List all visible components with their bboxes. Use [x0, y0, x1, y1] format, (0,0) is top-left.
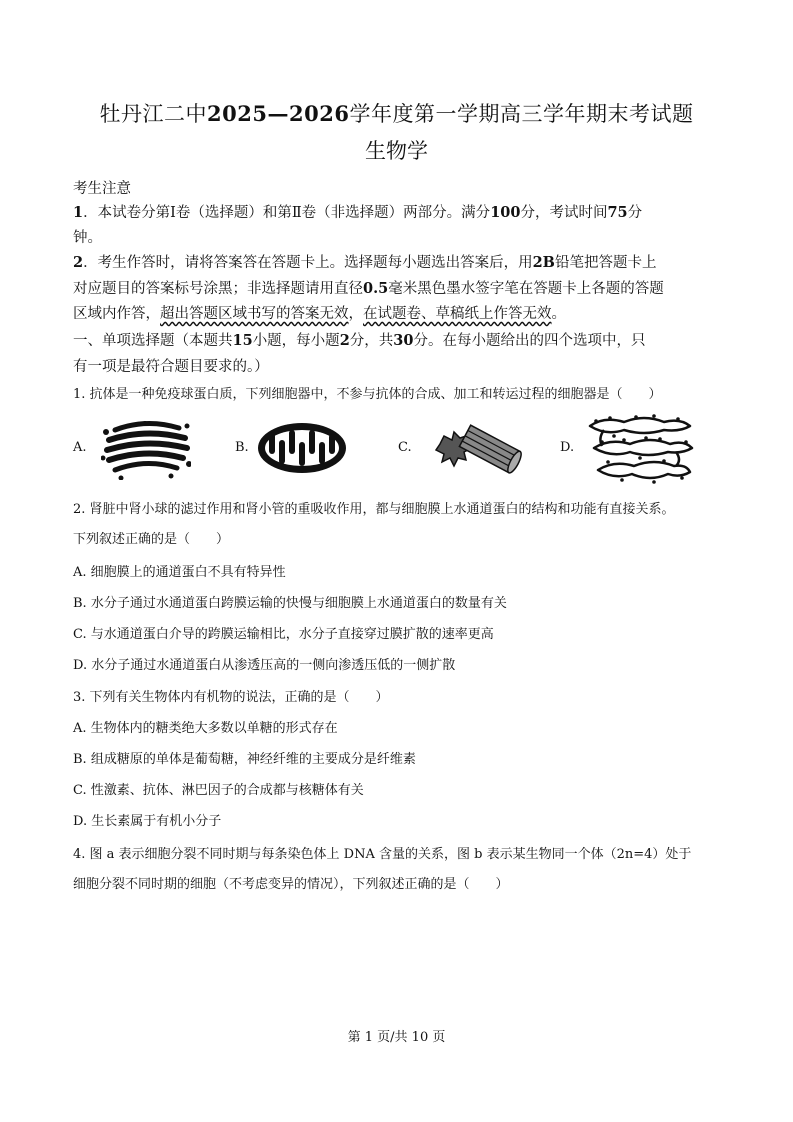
q1-option-d[interactable]: D.: [560, 410, 723, 490]
q1-option-c[interactable]: C.: [398, 410, 558, 490]
title-exam: 学年度第一学期高三学年期末考试题: [349, 102, 694, 126]
question-1: 1. 抗体是一种免疫球蛋白质，下列细胞器中，不参与抗体的合成、加工和转运过程的细胞器是（ ）: [73, 387, 662, 402]
page-number: 第 1 页/共 10 页: [347, 1030, 446, 1045]
question-1-options: [73, 410, 723, 490]
q3-option-d[interactable]: D. 生长素属于有机小分子: [73, 814, 222, 829]
exam-title: [0, 98, 793, 128]
notice-item-1: 1．本试卷分第Ⅰ卷（选择题）和第Ⅱ卷（非选择题）两部分。满分100分，考试时间75分 钟。: [73, 204, 643, 246]
endoplasmic-reticulum-icon: [584, 412, 696, 486]
exam-subject: 生物学: [365, 139, 428, 163]
question-4-line-2: 细胞分裂不同时期的细胞（不考虑变异的情况），下列叙述正确的是（ ）: [73, 877, 509, 892]
q3-option-b[interactable]: B. 组成糖原的单体是葡萄糖，神经纤维的主要成分是纤维素: [73, 752, 416, 767]
q3-option-a[interactable]: A. 生物体内的糖类绝大多数以单糖的形式存在: [73, 721, 338, 736]
question-2-line-2: 下列叙述正确的是（ ）: [73, 532, 230, 547]
q2-option-b[interactable]: B. 水分子通过水通道蛋白跨膜运输的快慢与细胞膜上水通道蛋白的数量有关: [73, 596, 507, 611]
section-1-heading: 一、单项选择题（本题共15小题，每小题2分，共30分。在每小题给出的四个选项中，只 有一项是最符合题目要求的。）: [73, 332, 646, 375]
q1-option-b[interactable]: B.: [235, 410, 395, 490]
notice-item-2: 2．考生作答时，请将答案答在答题卡上。选择题每小题选出答案后，用2B铅笔把答题卡上 对应题目的答案标号涂黑；非选择题请用直径0.5毫米黑色墨水签字笔在答题卡上各题的答题 区域内作答，超出答题区域书写的答案无效，在试题卷、草稿纸上作答无效。: [73, 254, 664, 322]
notice-heading: 考生注意: [73, 181, 131, 197]
q2-option-a[interactable]: A. 细胞膜上的通道蛋白不具有特异性: [73, 565, 286, 580]
title-years: 2025—2026: [207, 101, 350, 126]
q2-option-c[interactable]: C. 与水通道蛋白介导的跨膜运输相比，水分子直接穿过膜扩散的速率更高: [73, 627, 494, 642]
title-school: 牡丹江二中: [99, 102, 208, 126]
question-3: 3. 下列有关生物体内有机物的说法，正确的是（ ）: [73, 690, 389, 705]
question-2-line-1: 2. 肾脏中肾小球的滤过作用和肾小管的重吸收作用，都与细胞膜上水通道蛋白的结构和功能有直接关系。: [73, 502, 675, 517]
centrosome-icon: [422, 416, 522, 480]
golgi-apparatus-icon: [101, 418, 191, 480]
q1-option-a[interactable]: A.: [73, 410, 233, 490]
mitochondrion-icon: [255, 420, 349, 476]
q2-option-d[interactable]: D. 水分子通过水通道蛋白从渗透压高的一侧向渗透压低的一侧扩散: [73, 658, 456, 673]
q3-option-c[interactable]: C. 性激素、抗体、淋巴因子的合成都与核糖体有关: [73, 783, 364, 798]
question-4-line-1: 4. 图 a 表示细胞分裂不同时期与每条染色体上 DNA 含量的关系，图 b 表示某生物同一个体（2n=4）处于: [73, 847, 692, 862]
